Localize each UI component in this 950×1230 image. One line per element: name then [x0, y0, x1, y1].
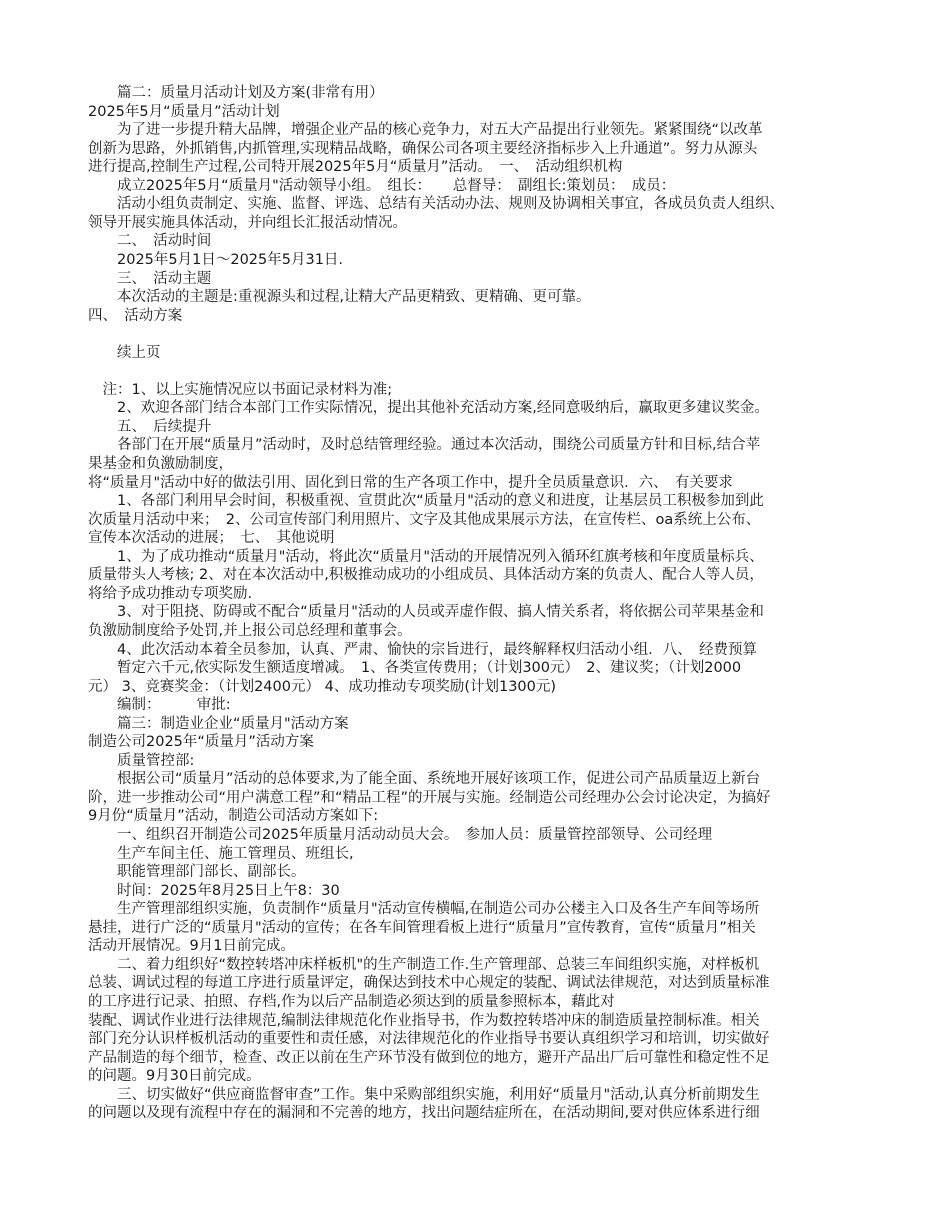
text-line: 阶，进一步推动公司“用户满意工程”和“精品工程”的开展与实施。经制造公司经理办公会讨论决定，为搞好: [88, 789, 771, 806]
text-line: 2025年5月“质量月”活动计划: [88, 103, 280, 120]
text-line: 制造公司2025年“质量月”活动方案: [88, 734, 314, 751]
text-line: 将给予成功推动专项奖励.: [88, 585, 253, 602]
text-line: 成立2025年5月“质量月"活动领导小组。 组长： 总督导： 副组长:策划员： 成员：: [88, 177, 676, 194]
text-line: 元） 3、竞赛奖金：（计划2400元） 4、成功推动专项奖励(计划1300元): [88, 678, 557, 695]
text-line: [88, 362, 878, 381]
text-line: 进行提高,控制生产过程,公司特开展2025年5月“质量月”活动。 一、 活动组织机构: [88, 159, 623, 176]
text-line: 一、组织召开制造公司2025年质量月活动动员大会。 参加人员：质量管控部领导、公司经理: [88, 827, 713, 843]
text-line: 的问题。9月30日前完成。: [88, 1068, 261, 1085]
text-line: 本次活动的主题是:重视源头和过程,让精大产品更精致、更精确、更可靠。: [88, 289, 591, 306]
text-line: 总装、调试过程的每道工序进行质量评定，确保达到技术中心规定的装配、调试法律规范，对达到质量标准: [88, 975, 770, 992]
text-line: 三、切实做好“供应商监督审查”工作。集中采购部组织实施，利用好“质量月"活动,认真分析前期发生: [88, 1086, 760, 1103]
text-line: 的工序进行记录、拍照、存档,作为以后产品制造必须达到的质量参照标本，藉此对: [88, 993, 615, 1010]
text-line: 三、 活动主题: [88, 270, 212, 287]
text-line: 活动开展情况。9月1日前完成。: [88, 938, 295, 955]
text-line: 五、 后续提升: [88, 418, 212, 435]
text-line: 宣传本次活动的进展； 七、 其他说明: [88, 530, 335, 547]
text-line: 暂定六千元,依实际发生额适度增减。 1、各类宣传费用；（计划300元） 2、建议奖；（计划2000: [88, 660, 742, 677]
text-line: 注：1、以上实施情况应以书面记录材料为准;: [88, 381, 393, 398]
text-line: 次质量月活动中来； 2、公司宣传部门利用照片、文字及其他成果展示方法，在宣传栏、oa系统上公布、: [88, 511, 761, 528]
text-line: 的问题以及现有流程中存在的漏洞和不完善的地方，找出问题结症所在，在活动期间,要对供应体系进行细: [88, 1105, 760, 1122]
text-line: 二、 活动时间: [88, 233, 212, 250]
text-line: 生产管理部组织实施，负责制作“质量月"活动宣传横幅,在制造公司办公楼主入口及各生产车间等场所: [88, 901, 760, 918]
text-line: 各部门在开展“质量月”活动时，及时总结管理经验。通过本次活动，围绕公司质量方针和目标,结合苹: [88, 437, 761, 454]
text-line: [88, 325, 878, 344]
text-line: 篇二：质量月活动计划及方案(非常有用）: [88, 85, 384, 101]
text-line: 编制： 审批:: [88, 697, 231, 714]
text-line: 果基金和负激励制度，: [88, 456, 233, 472]
text-line: 根据公司“质量月”活动的总体要求,为了能全面、系统地开展好该项工作，促进公司产品质量迈上新台: [88, 771, 761, 788]
text-line: 部门充分认识样板机活动的重要性和责任感，对法律规范化的作业指导书要认真组织学习和培训，切实做好: [88, 1031, 770, 1048]
text-line: 质量带头人考核; 2、对在本次活动中,积极推动成功的小组成员、具体活动方案的负责人、配合人等人员，: [88, 567, 764, 584]
text-line: 装配、调试作业进行法律规范,编制法律规范化作业指导书，作为数控转塔冲床的制造质量控制标准。相关: [88, 1012, 760, 1029]
text-line: 悬挂，进行广泛的“质量月"活动的宣传；在各车间管理看板上进行“质量月”宣传教育，宣传“质量月”相关: [88, 919, 756, 936]
text-line: 时间：2025年8月25日上午8：30: [88, 882, 340, 899]
text-line: 生产车间主任、施工管理员、班组长,: [88, 845, 354, 862]
text-line: 将“质量月"活动中好的做法引用、固化到日常的生产各项工作中，提升全员质量意识．六、 有关要求: [88, 474, 733, 491]
text-line: 产品制造的每个细节，检查、改正以前在生产环节没有做到位的地方，避开产品出厂后可靠性和稳定性不足: [88, 1049, 770, 1066]
text-line: 3、对于阻挠、防碍或不配合“质量月"活动的人员或弄虚作假、搞人情关系者，将依据公司苹果基金和: [88, 604, 764, 621]
text-line: 领导开展实施具体活动，并向组长汇报活动情况。: [88, 214, 407, 231]
text-line: 质量管控部:: [88, 752, 195, 769]
text-line: 创新为思路，外抓销售,内抓管理,实现精品战略，确保公司各项主要经济指标步入上升通道”。努力从源头: [88, 140, 758, 157]
text-line: 负激励制度给予处罚,并上报公司总经理和董事会。: [88, 622, 412, 639]
text-line: 1、为了成功推动“质量月"活动，将此次“质量月"活动的开展情况列入循环红旗考核和年度质量标兵、: [88, 548, 764, 565]
text-line: 职能管理部门部长、副部长。: [88, 864, 306, 881]
text-line: 2025年5月1日～2025年5月31日.: [88, 251, 344, 268]
text-line: 二、着力组织好“数控转塔冲床样板机"的生产制造工作.生产管理部、总装三车间组织实施，对样板机: [88, 956, 760, 973]
text-line: 为了进一步提升精大品牌，增强企业产品的核心竞争力，对五大产品提出行业领先。紧紧围绕“以改革: [88, 122, 763, 139]
text-line: 2、欢迎各部门结合本部门工作实际情况，提出其他补充活动方案,经同意吸纳后，赢取更多建议奖金。: [88, 400, 769, 417]
text-line: 续上页: [88, 344, 161, 361]
text-line: 活动小组负责制定、实施、监督、评选、总结有关活动办法、规则及协调相关事宜，各成员负责人组织、: [88, 196, 784, 213]
text-line: 篇三：制造业企业“质量月"活动方案: [88, 715, 349, 732]
text-line: 4、此次活动本着全员参加，认真、严肃、愉快的宗旨进行，最终解释权归活动小组．八、 经费预算: [88, 641, 757, 658]
text-line: 1、各部门利用早会时间，积极重视、宣贯此次“质量月"活动的意义和进度，让基层员工积极参加到此: [88, 493, 764, 510]
text-line: 四、 活动方案: [88, 307, 183, 324]
text-line: 9月份“质量月”活动，制造公司活动方案如下:: [88, 808, 379, 825]
